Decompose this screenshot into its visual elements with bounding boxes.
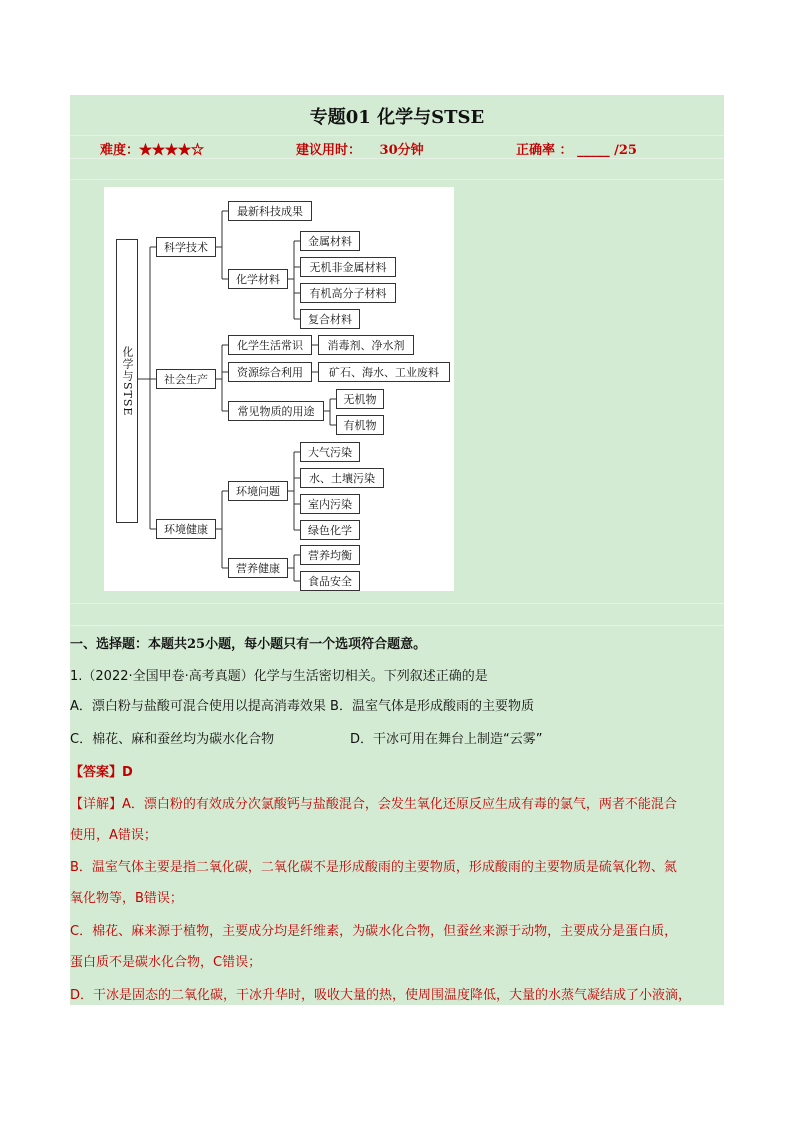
node-env-issues: 环境问题 [228,481,288,501]
divider [70,603,724,604]
worksheet [70,95,724,1005]
node-food-safety: 食品安全 [300,571,360,591]
node-root: 化学与STSE [116,239,138,523]
suggested-time [296,139,424,158]
section-heading: 一、选择题：本题共25小题，每小题只有一个选项符合题意。 [70,637,427,652]
question-option-c: C．棉花、麻和蚕丝均为碳水化合物 [70,732,275,747]
suggested-time-value: 30分钟 [379,143,424,158]
node-substance-use: 常见物质的用途 [228,401,324,421]
node-disinfectant: 消毒剂、净水剂 [318,335,414,355]
node-chem-materials: 化学材料 [228,269,288,289]
explanation-line: C．棉花、麻来源于植物，主要成分均是纤维素，为碳水化合物，但蚕丝来源于动物，主要成分是蛋白质， [70,924,678,939]
node-water-soil-pollution: 水、土壤污染 [300,468,384,488]
node-green-chem: 绿色化学 [300,520,360,540]
explanation-line: 【详解】A．漂白粉的有效成分次氯酸钙与盐酸混合，会发生氧化还原反应生成有毒的氯气，两者不能混合 [70,797,677,812]
accuracy-total: /25 [614,143,637,158]
node-social-production: 社会生产 [156,369,216,389]
question-option-d: D．干冰可用在舞台上制造“云雾” [350,732,543,747]
node-indoor-pollution: 室内污染 [300,494,360,514]
accuracy-blank: _____ [577,143,610,158]
divider [70,179,724,180]
node-air-pollution: 大气污染 [300,442,360,462]
difficulty-rating: 难度：★★★★☆ [100,143,205,158]
node-composite: 复合材料 [300,309,360,329]
question-options-ab: A．漂白粉与盐酸可混合使用以提高消毒效果 B．温室气体是形成酸雨的主要物质 [70,699,534,714]
node-environment-health: 环境健康 [156,519,216,539]
node-inorganic: 无机物 [336,389,384,409]
node-resource-use: 资源综合利用 [228,362,312,382]
suggested-time-label: 建议用时： [296,143,362,158]
answer-label: 【答案】D [70,765,133,780]
node-metal: 金属材料 [300,231,360,251]
node-life-knowledge: 化学生活常识 [228,335,312,355]
page-title: 专题01 化学与STSE [309,107,485,128]
node-organic: 有机物 [336,415,384,435]
concept-map [104,187,454,591]
explanation-line: B．温室气体主要是指二氧化碳，二氧化碳不是形成酸雨的主要物质，形成酸雨的主要物质是硫氧化物、氮 [70,860,677,875]
node-nutrition-balance: 营养均衡 [300,545,360,565]
node-latest-tech: 最新科技成果 [228,201,312,221]
explanation-line: 氧化物等，B错误； [70,891,183,906]
explanation-line: D．干冰是固态的二氧化碳，干冰升华时，吸收大量的热，使周围温度降低，大量的水蒸气凝结成了小液滴， [70,988,692,1003]
node-inorganic-nonmetal: 无机非金属材料 [300,257,396,277]
divider [70,135,724,136]
question-stem: 1.（2022·全国甲卷·高考真题）化学与生活密切相关。下列叙述正确的是 [70,669,488,684]
node-organic-polymer: 有机高分子材料 [300,283,396,303]
accuracy-label: 正确率 ： [516,143,573,158]
node-ore-seawater: 矿石、海水、工业废料 [318,362,450,382]
accuracy [516,139,637,158]
explanation-line: 蛋白质不是碳水化合物，C错误； [70,955,262,970]
divider [70,158,724,159]
node-science-tech: 科学技术 [156,237,216,257]
divider [70,625,724,626]
node-nutrition-health: 营养健康 [228,558,288,578]
explanation-line: 使用，A错误； [70,828,157,843]
